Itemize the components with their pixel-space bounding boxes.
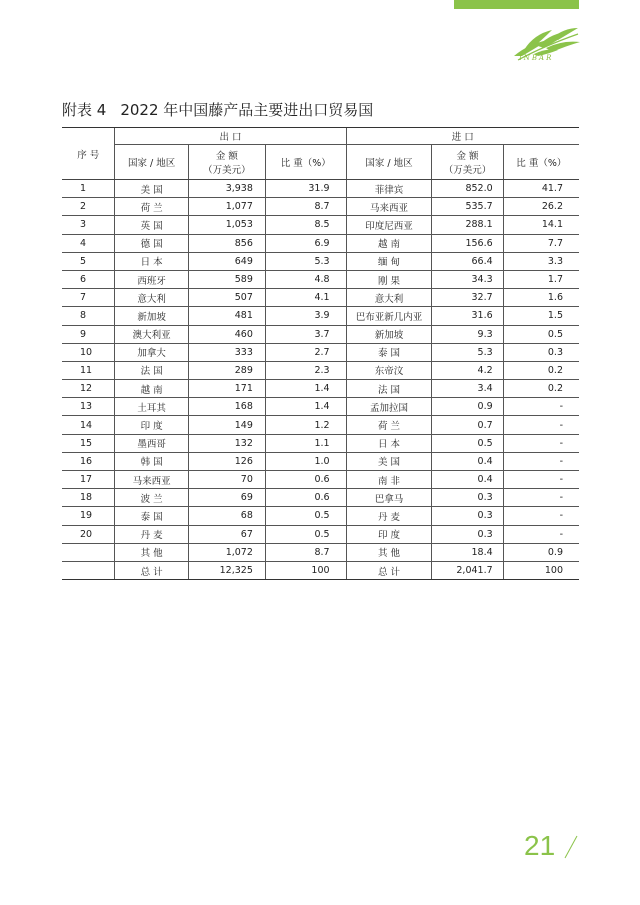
table-row (62, 325, 579, 343)
cell-export-country: 马来西亚 (115, 471, 188, 489)
table-row (62, 525, 579, 543)
cell-export-share: 2.3 (265, 361, 346, 379)
cell-index: 17 (62, 471, 115, 489)
table-row (62, 198, 579, 216)
table-row (62, 416, 579, 434)
cell-index: 7 (62, 289, 115, 307)
cell-export-share: 4.1 (265, 289, 346, 307)
cell-import-amount: 852.0 (432, 180, 503, 198)
cell-import-amount: 3.4 (432, 380, 503, 398)
page-number-slash-icon (563, 834, 579, 860)
header-accent-bar (454, 0, 579, 9)
cell-index: 18 (62, 489, 115, 507)
cell-export-amount: 70 (188, 471, 265, 489)
table-row (62, 180, 579, 198)
cell-export-amount: 132 (188, 434, 265, 452)
cell-import-share: 0.3 (503, 343, 579, 361)
cell-import-amount: 66.4 (432, 252, 503, 270)
cell-import-country: 巴拿马 (346, 489, 432, 507)
cell-export-country: 日 本 (115, 252, 188, 270)
cell-index: 6 (62, 270, 115, 288)
table-header-row-2 (62, 145, 579, 180)
table-row (62, 216, 579, 234)
cell-import-amount: 535.7 (432, 198, 503, 216)
cell-import-share: 0.5 (503, 325, 579, 343)
cell-import-amount: 156.6 (432, 234, 503, 252)
table-title-prefix: 附表 4 (62, 101, 107, 119)
cell-import-share: 14.1 (503, 216, 579, 234)
cell-export-country: 德 国 (115, 234, 188, 252)
cell-import-country: 意大利 (346, 289, 432, 307)
cell-import-share: - (503, 434, 579, 452)
cell-index: 10 (62, 343, 115, 361)
table-row (62, 561, 579, 579)
cell-import-amount: 0.9 (432, 398, 503, 416)
cell-export-amount: 289 (188, 361, 265, 379)
cell-export-country: 墨西哥 (115, 434, 188, 452)
cell-export-country: 加拿大 (115, 343, 188, 361)
header-export-country: 国家 / 地区 (115, 145, 188, 180)
cell-import-amount: 4.2 (432, 361, 503, 379)
cell-import-country: 法 国 (346, 380, 432, 398)
cell-import-country: 总 计 (346, 561, 432, 579)
cell-index: 1 (62, 180, 115, 198)
cell-import-amount: 5.3 (432, 343, 503, 361)
cell-import-country: 东帝汶 (346, 361, 432, 379)
header-import-amount-line1: 金 额 (456, 151, 479, 162)
cell-export-amount: 67 (188, 525, 265, 543)
cell-index: 5 (62, 252, 115, 270)
cell-export-amount: 856 (188, 234, 265, 252)
cell-export-amount: 3,938 (188, 180, 265, 198)
cell-export-country: 泰 国 (115, 507, 188, 525)
header-import-share: 比 重（%） (503, 145, 579, 180)
cell-export-amount: 460 (188, 325, 265, 343)
cell-import-share: 7.7 (503, 234, 579, 252)
table-title (62, 99, 373, 120)
cell-export-share: 8.5 (265, 216, 346, 234)
cell-export-country: 波 兰 (115, 489, 188, 507)
cell-import-country: 其 他 (346, 543, 432, 561)
table-row (62, 543, 579, 561)
cell-export-country: 丹 麦 (115, 525, 188, 543)
logo-text: INBAR (519, 54, 554, 62)
cell-import-country: 泰 国 (346, 343, 432, 361)
cell-export-share: 2.7 (265, 343, 346, 361)
cell-export-amount: 481 (188, 307, 265, 325)
cell-import-amount: 2,041.7 (432, 561, 503, 579)
cell-import-amount: 0.3 (432, 507, 503, 525)
cell-export-country: 英 国 (115, 216, 188, 234)
cell-export-share: 1.4 (265, 380, 346, 398)
cell-import-country: 菲律宾 (346, 180, 432, 198)
cell-import-share: 1.7 (503, 270, 579, 288)
cell-import-country: 丹 麦 (346, 507, 432, 525)
cell-index: 16 (62, 452, 115, 470)
table-row (62, 289, 579, 307)
cell-import-country: 孟加拉国 (346, 398, 432, 416)
cell-export-country: 美 国 (115, 180, 188, 198)
page-number: 21 (524, 830, 556, 861)
cell-import-amount: 0.4 (432, 471, 503, 489)
cell-import-country: 刚 果 (346, 270, 432, 288)
cell-export-country: 意大利 (115, 289, 188, 307)
table-row (62, 252, 579, 270)
table-row (62, 270, 579, 288)
cell-index: 14 (62, 416, 115, 434)
cell-index: 12 (62, 380, 115, 398)
cell-index: 3 (62, 216, 115, 234)
cell-import-amount: 32.7 (432, 289, 503, 307)
cell-export-share: 8.7 (265, 198, 346, 216)
cell-export-amount: 589 (188, 270, 265, 288)
table-row (62, 380, 579, 398)
cell-import-share: 1.5 (503, 307, 579, 325)
cell-import-amount: 31.6 (432, 307, 503, 325)
cell-export-amount: 149 (188, 416, 265, 434)
cell-export-amount: 168 (188, 398, 265, 416)
cell-import-country: 马来西亚 (346, 198, 432, 216)
cell-import-share: 41.7 (503, 180, 579, 198)
cell-export-country: 其 他 (115, 543, 188, 561)
cell-export-share: 100 (265, 561, 346, 579)
table-row (62, 307, 579, 325)
cell-index (62, 543, 115, 561)
cell-import-country: 印 度 (346, 525, 432, 543)
cell-export-country: 荷 兰 (115, 198, 188, 216)
cell-import-share: 0.2 (503, 361, 579, 379)
cell-export-country: 西班牙 (115, 270, 188, 288)
cell-export-share: 0.5 (265, 525, 346, 543)
cell-import-amount: 9.3 (432, 325, 503, 343)
cell-export-share: 0.6 (265, 471, 346, 489)
header-export-amount-line2: （万美元） (203, 165, 251, 176)
cell-import-amount: 0.3 (432, 489, 503, 507)
cell-index: 11 (62, 361, 115, 379)
cell-export-country: 澳大利亚 (115, 325, 188, 343)
table-row (62, 343, 579, 361)
cell-export-share: 4.8 (265, 270, 346, 288)
cell-export-share: 1.4 (265, 398, 346, 416)
cell-import-share: 0.9 (503, 543, 579, 561)
table-row (62, 452, 579, 470)
cell-import-share: 26.2 (503, 198, 579, 216)
cell-export-amount: 1,077 (188, 198, 265, 216)
cell-index: 2 (62, 198, 115, 216)
cell-index (62, 561, 115, 579)
cell-export-amount: 12,325 (188, 561, 265, 579)
cell-import-country: 美 国 (346, 452, 432, 470)
cell-import-amount: 34.3 (432, 270, 503, 288)
cell-export-amount: 126 (188, 452, 265, 470)
cell-import-share: - (503, 398, 579, 416)
cell-import-share: - (503, 452, 579, 470)
cell-import-share: - (503, 416, 579, 434)
cell-import-share: - (503, 471, 579, 489)
header-export-share: 比 重（%） (265, 145, 346, 180)
cell-export-amount: 68 (188, 507, 265, 525)
header-index: 序 号 (62, 128, 115, 180)
cell-export-share: 0.6 (265, 489, 346, 507)
cell-export-amount: 69 (188, 489, 265, 507)
header-import-country: 国家 / 地区 (346, 145, 432, 180)
table-row (62, 234, 579, 252)
cell-export-country: 新加坡 (115, 307, 188, 325)
cell-export-share: 6.9 (265, 234, 346, 252)
cell-export-share: 3.7 (265, 325, 346, 343)
cell-export-amount: 649 (188, 252, 265, 270)
cell-export-country: 印 度 (115, 416, 188, 434)
cell-import-country: 新加坡 (346, 325, 432, 343)
cell-import-share: 1.6 (503, 289, 579, 307)
cell-export-share: 31.9 (265, 180, 346, 198)
cell-import-country: 荷 兰 (346, 416, 432, 434)
cell-import-amount: 18.4 (432, 543, 503, 561)
cell-import-share: - (503, 525, 579, 543)
cell-export-amount: 1,072 (188, 543, 265, 561)
table-row (62, 489, 579, 507)
cell-import-amount: 0.4 (432, 452, 503, 470)
cell-index: 20 (62, 525, 115, 543)
table-row (62, 361, 579, 379)
cell-import-amount: 0.5 (432, 434, 503, 452)
cell-import-country: 越 南 (346, 234, 432, 252)
cell-index: 8 (62, 307, 115, 325)
cell-export-share: 1.2 (265, 416, 346, 434)
cell-index: 13 (62, 398, 115, 416)
cell-export-amount: 171 (188, 380, 265, 398)
cell-import-amount: 0.3 (432, 525, 503, 543)
cell-import-country: 缅 甸 (346, 252, 432, 270)
table-row (62, 507, 579, 525)
cell-import-share: - (503, 507, 579, 525)
cell-export-share: 0.5 (265, 507, 346, 525)
cell-export-share: 3.9 (265, 307, 346, 325)
cell-index: 19 (62, 507, 115, 525)
header-import-amount (432, 145, 503, 180)
cell-import-amount: 288.1 (432, 216, 503, 234)
cell-export-share: 1.0 (265, 452, 346, 470)
cell-import-share: 3.3 (503, 252, 579, 270)
cell-export-share: 1.1 (265, 434, 346, 452)
table-title-text: 2022 年中国藤产品主要进出口贸易国 (120, 101, 374, 119)
table-header-row-1 (62, 128, 579, 145)
table-row (62, 471, 579, 489)
cell-import-country: 日 本 (346, 434, 432, 452)
cell-export-share: 8.7 (265, 543, 346, 561)
header-import-amount-line2: （万美元） (443, 165, 492, 176)
cell-export-country: 土耳其 (115, 398, 188, 416)
cell-import-amount: 0.7 (432, 416, 503, 434)
cell-export-amount: 507 (188, 289, 265, 307)
table-row (62, 398, 579, 416)
cell-import-share: 100 (503, 561, 579, 579)
cell-index: 15 (62, 434, 115, 452)
cell-export-country: 越 南 (115, 380, 188, 398)
cell-export-amount: 333 (188, 343, 265, 361)
header-export-amount (188, 145, 265, 180)
cell-import-share: 0.2 (503, 380, 579, 398)
header-export-group: 出 口 (115, 128, 346, 145)
cell-export-country: 法 国 (115, 361, 188, 379)
trade-table (62, 127, 579, 580)
cell-export-amount: 1,053 (188, 216, 265, 234)
cell-index: 4 (62, 234, 115, 252)
cell-export-country: 韩 国 (115, 452, 188, 470)
header-export-amount-line1: 金 额 (215, 151, 238, 162)
cell-import-country: 南 非 (346, 471, 432, 489)
table-row (62, 434, 579, 452)
cell-import-country: 印度尼西亚 (346, 216, 432, 234)
cell-export-country: 总 计 (115, 561, 188, 579)
cell-export-share: 5.3 (265, 252, 346, 270)
cell-import-country: 巴布亚新几内亚 (346, 307, 432, 325)
cell-import-share: - (503, 489, 579, 507)
cell-index: 9 (62, 325, 115, 343)
header-import-group: 进 口 (346, 128, 579, 145)
